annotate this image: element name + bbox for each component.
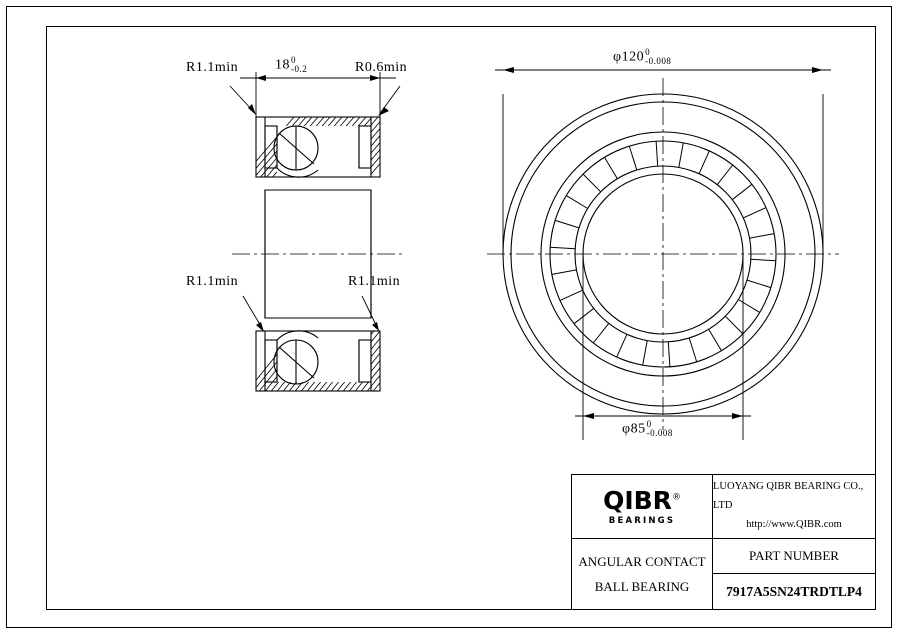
logo-text: QIBR [603,485,672,515]
title-block-bottom [572,539,875,610]
label-outer-diameter [613,48,671,67]
label-bore-diameter [622,420,673,439]
part-number-cell [713,539,875,610]
label-bore-dia-value: φ85 [622,421,646,437]
label-width-dimension [275,56,307,75]
product-line-1: ANGULAR CONTACT [578,554,706,570]
company-info [713,475,875,538]
part-number-value: 7917A5SN24TRDTLP4 [726,584,862,599]
logo-wordmark [603,485,681,515]
company-website: http://www.QIBR.com [746,518,842,530]
label-r11min-bottom-right: R1.1min [348,274,401,289]
label-outer-dia-tol-upper: 0 [645,47,651,57]
label-outer-dia-value: φ120 [613,49,645,65]
part-number-label: PART NUMBER [713,539,875,574]
label-r11min-top-left: R1.1min [186,60,239,75]
product-description [572,539,713,610]
product-line-2: BALL BEARING [594,578,690,594]
label-bore-dia-tol-upper: 0 [646,419,652,429]
title-block-top [572,475,875,539]
company-name: LUOYANG QIBR BEARING CO., LTD [713,481,864,512]
title-block [571,474,876,610]
label-width-tol-upper: 0 [291,55,296,65]
logo-subtitle: BEARINGS [608,515,676,526]
company-logo [572,475,713,538]
registered-trademark-icon: ® [671,492,681,503]
label-bore-dia-tol-lower: -0.008 [646,428,673,439]
label-r06min: R0.6min [355,60,408,75]
label-width-value: 18 [275,57,290,73]
label-width-tol-lower: -0.2 [291,64,308,75]
label-r11min-bottom-left: R1.1min [186,274,239,289]
label-outer-dia-tol-lower: -0.008 [645,56,672,67]
